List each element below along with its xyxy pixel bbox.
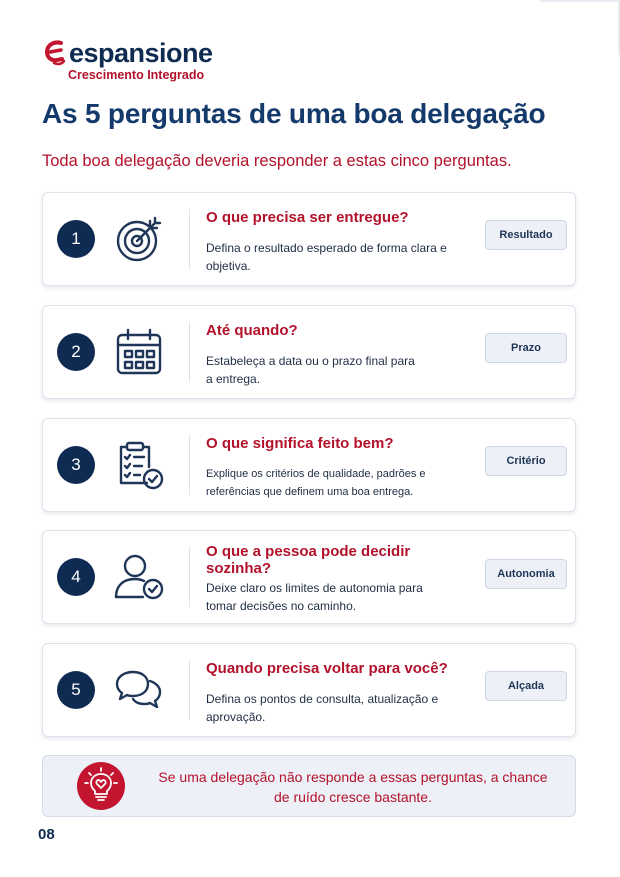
question-card-1 — [42, 192, 576, 286]
page-subtitle: Toda boa delegação deveria responder a estas cinco perguntas. — [42, 152, 512, 170]
question-description: Explique os critérios de qualidade, padrões e referências que definem uma boa entrega. — [206, 468, 426, 498]
card-divider — [189, 209, 190, 269]
checklist-icon — [113, 439, 165, 491]
card-divider — [189, 547, 190, 607]
question-tag: Alçada — [485, 671, 567, 701]
card-divider — [189, 435, 190, 495]
footer-message: Se uma delegação não responde a essas perguntas, a chance de ruído cresce bastante. — [158, 769, 548, 805]
question-description: Defina o resultado esperado de forma clara e objetiva. — [206, 241, 447, 273]
question-description: Estabeleça a data ou o prazo final para a entrega. — [206, 354, 415, 386]
brand-name: espansione — [69, 38, 213, 68]
espansione-logo-icon — [44, 39, 66, 67]
question-title: O que a pessoa pode decidir sozinha? — [206, 543, 411, 577]
calendar-icon — [113, 326, 165, 378]
question-number-badge: 5 — [57, 671, 95, 709]
target-icon — [113, 213, 165, 265]
card-divider — [189, 322, 190, 382]
question-number-badge: 1 — [57, 220, 95, 258]
question-tag: Critério — [485, 446, 567, 476]
page-title: As 5 perguntas de uma boa delegação — [42, 98, 546, 129]
question-tag: Autonomia — [485, 559, 567, 589]
lightbulb-heart-icon — [77, 762, 125, 810]
user-check-icon — [113, 551, 165, 603]
question-description: Defina os pontos de consulta, atualização e aprovação. — [206, 692, 439, 724]
question-title: Quando precisa voltar para você? — [206, 660, 448, 677]
question-tag: Prazo — [485, 333, 567, 363]
question-number-badge: 3 — [57, 446, 95, 484]
page-number: 08 — [38, 826, 55, 843]
question-description: Deixe claro os limites de autonomia para tomar decisões no caminho. — [206, 581, 423, 613]
card-divider — [189, 660, 190, 720]
brand-tagline: Crescimento Integrado — [68, 68, 205, 82]
question-card-4 — [42, 530, 576, 624]
question-tag: Resultado — [485, 220, 567, 250]
chat-bubbles-icon — [113, 664, 165, 716]
question-number-badge: 2 — [57, 333, 95, 371]
question-title: O que significa feito bem? — [206, 435, 394, 452]
question-title: Até quando? — [206, 322, 298, 339]
brand-logo — [44, 38, 213, 82]
question-number-badge: 4 — [57, 558, 95, 596]
question-card-3 — [42, 418, 576, 512]
question-card-5 — [42, 643, 576, 737]
footer-callout — [42, 755, 576, 817]
corner-decoration-line — [540, 0, 620, 2]
question-title: O que precisa ser entregue? — [206, 209, 409, 226]
lightbulb-heart-badge — [77, 762, 125, 810]
question-card-2 — [42, 305, 576, 399]
